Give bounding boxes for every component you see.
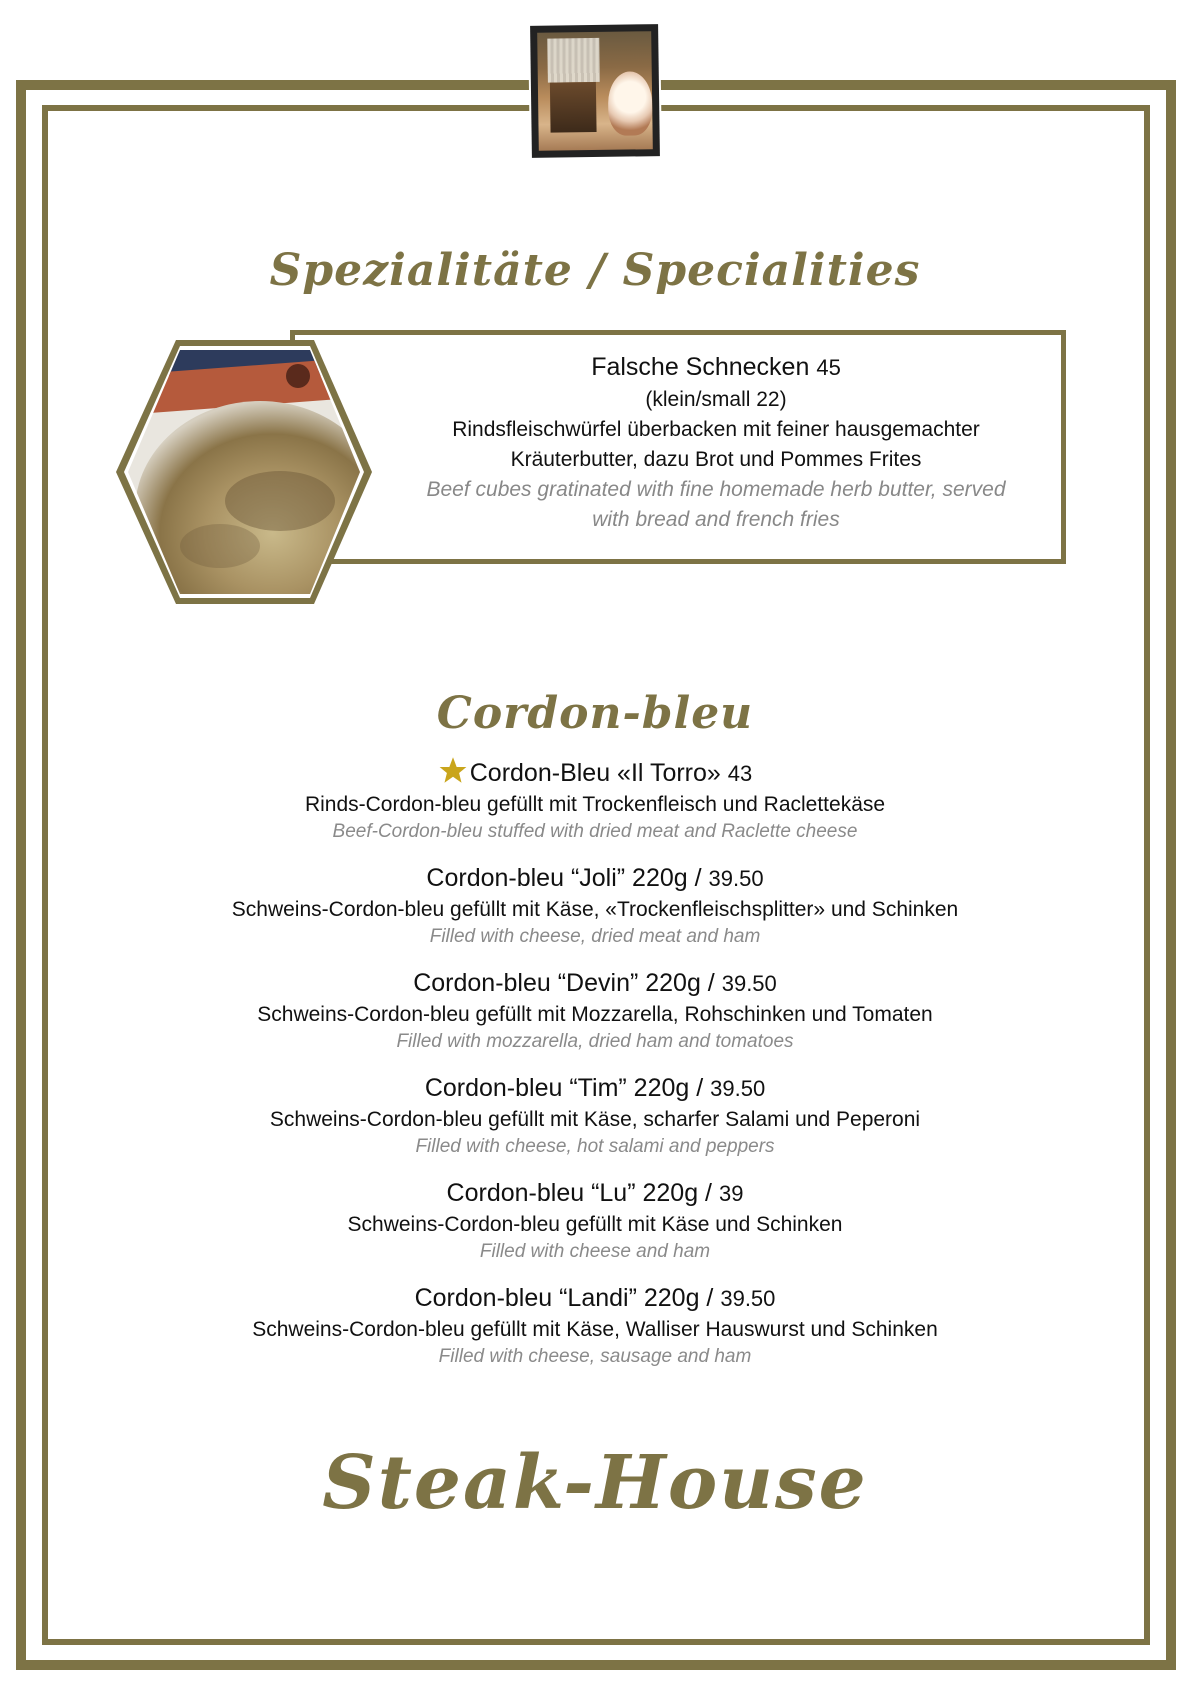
menu-item-description-en: Filled with cheese, sausage and ham xyxy=(438,1346,752,1367)
featured-dish-description-en-2: with bread and french fries xyxy=(592,508,840,531)
menu-item-description-de: Rinds-Cordon-bleu gefüllt mit Trockenfleisch und Raclettekäse xyxy=(304,793,886,816)
featured-dish xyxy=(398,350,1034,535)
menu-item-name: Cordon-bleu “Landi” 220g / xyxy=(414,1284,714,1312)
featured-dish-photo xyxy=(110,336,380,608)
menu-item-title xyxy=(0,1072,1190,1105)
menu-item xyxy=(0,1072,1190,1160)
featured-dish-name: Falsche Schnecken xyxy=(591,353,810,381)
menu-item-title xyxy=(0,1177,1190,1210)
menu-item-description-en: Filled with cheese, hot salami and peppers xyxy=(415,1136,775,1157)
menu-item-description-de: Schweins-Cordon-bleu gefüllt mit Käse, Walliser Hauswurst und Schinken xyxy=(252,1318,938,1341)
cordon-bleu-heading: Cordon-bleu xyxy=(436,688,754,739)
menu-item-name: Cordon-bleu “Joli” 220g / xyxy=(426,864,702,892)
star-icon xyxy=(438,756,468,784)
menu-item-price: 39.50 xyxy=(710,1076,766,1101)
menu-item-description-de: Schweins-Cordon-bleu gefüllt mit Käse, «Trockenfleischsplitter» und Schinken xyxy=(231,898,959,921)
menu-item xyxy=(0,1282,1190,1370)
menu-item-description-en: Filled with cheese and ham xyxy=(479,1241,711,1262)
menu-item-title xyxy=(0,862,1190,895)
menu-item xyxy=(0,862,1190,950)
menu-item-description-de: Schweins-Cordon-bleu gefüllt mit Käse, scharfer Salami und Peperoni xyxy=(269,1108,921,1131)
menu-item-price: 39.50 xyxy=(708,866,764,891)
featured-dish-price: 45 xyxy=(816,355,841,380)
menu-item-title xyxy=(0,1282,1190,1315)
steak-house-logo: Steak-House xyxy=(322,1440,868,1526)
menu-item-name: Cordon-bleu “Tim” 220g / xyxy=(424,1074,704,1102)
specialities-heading: Spezialitäte / Specialities xyxy=(269,245,921,296)
menu-item-price: 39.50 xyxy=(720,1286,776,1311)
menu-item-description-en: Filled with mozzarella, dried ham and tomatoes xyxy=(396,1031,794,1052)
cordon-bleu-list xyxy=(0,756,1190,1387)
featured-dish-small-portion: (klein/small 22) xyxy=(645,388,787,411)
menu-item-title xyxy=(0,967,1190,1000)
menu-item-description-de: Schweins-Cordon-bleu gefüllt mit Mozzarella, Rohschinken und Tomaten xyxy=(257,1003,933,1026)
menu-item xyxy=(0,756,1190,845)
menu-item-name: Cordon-Bleu «Il Torro» xyxy=(469,759,721,787)
menu-item xyxy=(0,967,1190,1055)
featured-dish-description-de-1: Rindsfleischwürfel überbacken mit feiner hausgemachter xyxy=(452,418,980,441)
restaurant-interior-photo xyxy=(530,24,660,158)
featured-dish-description-en-1: Beef cubes gratinated with fine homemade herb butter, served xyxy=(426,478,1006,501)
menu-item-price: 39 xyxy=(718,1181,744,1206)
featured-dish-title xyxy=(398,350,1034,385)
menu-item-description-en: Filled with cheese, dried meat and ham xyxy=(429,926,761,947)
menu-item-price: 39.50 xyxy=(721,971,777,996)
menu-item-name: Cordon-bleu “Lu” 220g / xyxy=(446,1179,712,1207)
menu-item-title xyxy=(0,756,1190,790)
featured-dish-description-de-2: Kräuterbutter, dazu Brot und Pommes Frites xyxy=(510,448,922,471)
menu-item-name: Cordon-bleu “Devin” 220g / xyxy=(413,969,715,997)
menu-item xyxy=(0,1177,1190,1265)
menu-item-description-en: Beef-Cordon-bleu stuffed with dried meat and Raclette cheese xyxy=(332,821,858,842)
menu-item-description-de: Schweins-Cordon-bleu gefüllt mit Käse und Schinken xyxy=(347,1213,843,1236)
menu-item-price: 43 xyxy=(727,761,753,786)
